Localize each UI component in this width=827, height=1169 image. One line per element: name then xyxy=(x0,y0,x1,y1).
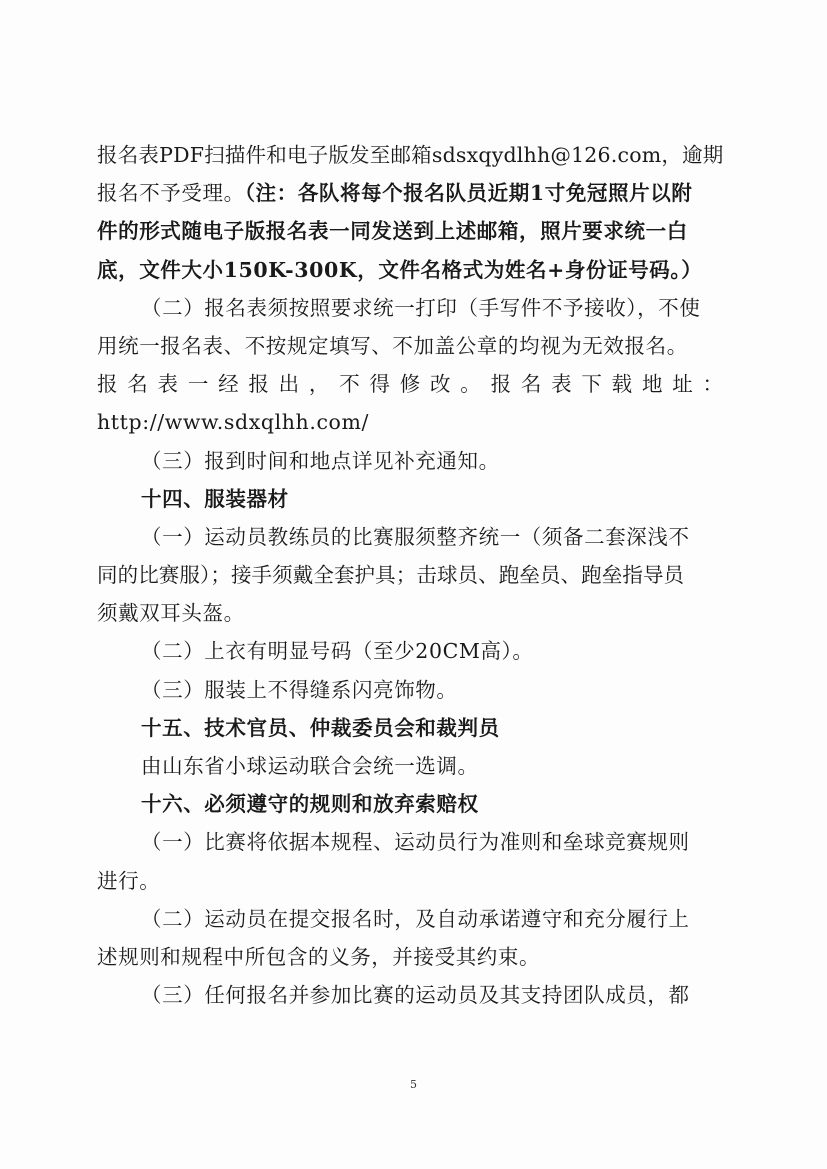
text-line: （二）上衣有明显号码（至少20CM高）。 xyxy=(141,639,534,664)
note-text: 件的形式随电子版报名表一同发送到上述邮箱，照片要求统一白 xyxy=(97,219,688,244)
section-heading-16: 十六、必须遵守的规则和放弃索赔权 xyxy=(141,792,479,817)
text-line: （一）比赛将依据本规程、运动员行为准则和垒球竞赛规则 xyxy=(141,830,690,855)
note-text: （注：各队将每个报名队员近期1寸免冠照片以附 xyxy=(244,181,693,206)
text-line: （二）报名表须按照要求统一打印（手写件不予接收），不使 xyxy=(141,295,701,320)
text-line: 同的比赛服）；接手须戴全套护具；击球员、跑垒员、跑垒指导员 xyxy=(97,563,685,588)
text-line: 用统一报名表、不按规定填写、不加盖公章的均视为无效报名。 xyxy=(97,333,688,358)
text-line: 由山东省小球运动联合会统一选调。 xyxy=(141,754,479,778)
text-line: （一）运动员教练员的比赛服须整齐统一（须备二套深浅不 xyxy=(141,524,690,549)
section-heading-14: 十四、服装器材 xyxy=(141,486,289,511)
text-line: （三）报到时间和地点详见补充通知。 xyxy=(141,448,500,473)
text-line: 报名表PDF扫描件和电子版发至邮箱sdsxqydlhh@126.com，逾期 xyxy=(97,143,724,167)
section-heading-15: 十五、技术官员、仲裁委员会和裁判员 xyxy=(141,715,500,740)
page-body xyxy=(97,136,723,1014)
text-line: （三）服装上不得缝系闪亮饰物。 xyxy=(141,677,458,702)
download-url: http://www.sdxqlhh.com/ xyxy=(97,410,370,435)
text-line: 报名表一经报出，不得修改。报名表下载地址： xyxy=(97,372,723,397)
text-span: 报名不予受理。 xyxy=(97,181,245,206)
text-line: （二）运动员在提交报名时，及自动承诺遵守和充分履行上 xyxy=(141,906,690,931)
text-line: （三）任何报名并参加比赛的运动员及其支持团队成员，都 xyxy=(141,983,690,1008)
note-text: 底，文件大小150K-300K，文件名格式为姓名+身份证号码。） xyxy=(97,257,703,282)
page-number: 5 xyxy=(410,1078,417,1091)
text-line: 须戴双耳头盔。 xyxy=(97,601,245,626)
text-line: 述规则和规程中所包含的义务，并接受其约束。 xyxy=(97,944,541,969)
text-line: 进行。 xyxy=(97,868,161,893)
text-line xyxy=(97,174,723,212)
